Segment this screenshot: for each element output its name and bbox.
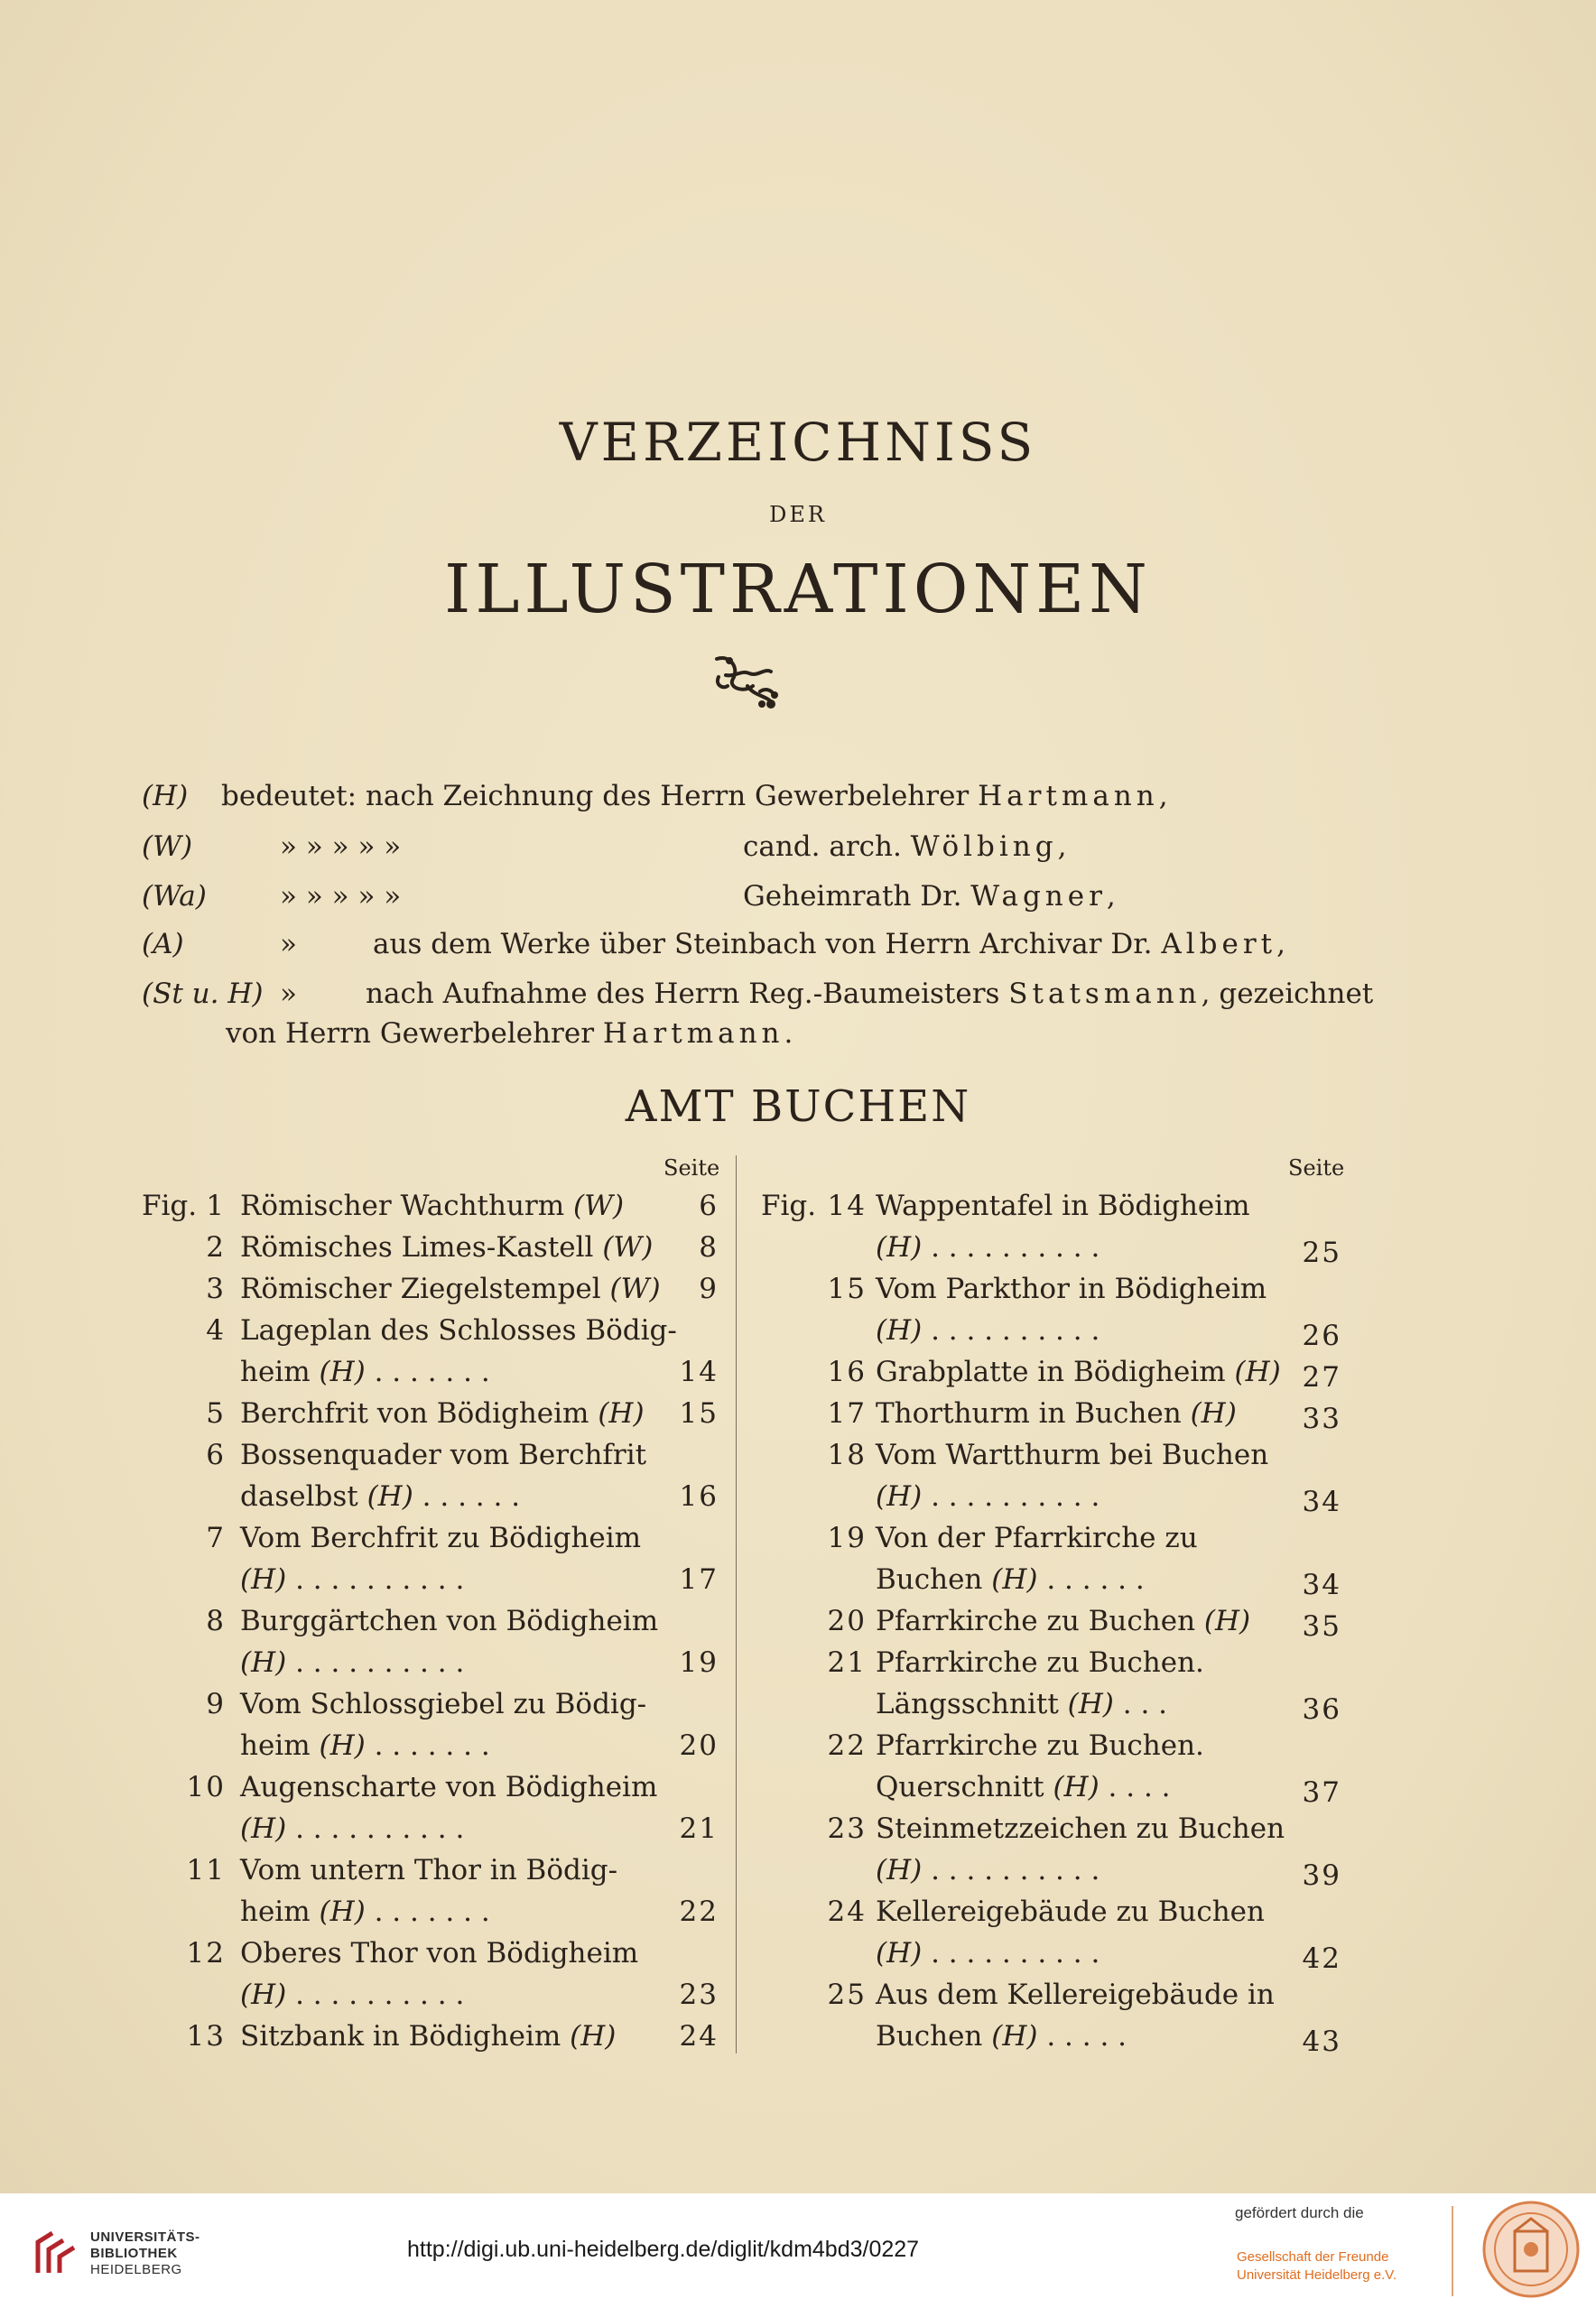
figure-caption: Steinmetzzeichen zu Buchen (876, 1812, 1285, 1845)
figure-caption: Wappentafel in Bödigheim (876, 1190, 1250, 1222)
figure-number: 3 (206, 1273, 226, 1305)
figure-number: 14 (827, 1190, 867, 1222)
figure-caption: Vom Berchfrit zu Bödigheim (240, 1522, 642, 1554)
figure-number: 15 (827, 1273, 867, 1305)
figure-page-number: 34 (1302, 1569, 1341, 1601)
figure-number: 22 (827, 1729, 867, 1762)
legend-abbr: (H) (142, 780, 189, 812)
footer-divider (1452, 2206, 1453, 2296)
figure-caption: Pfarrkirche zu Buchen. (876, 1729, 1204, 1762)
figure-page-number: 16 (679, 1480, 719, 1513)
figure-number: 4 (206, 1314, 226, 1347)
figure-number: 13 (186, 2020, 226, 2053)
figure-caption: Pfarrkirche zu Buchen (H) (876, 1605, 1251, 1637)
figure-caption: Vom untern Thor in Bödig- (240, 1854, 618, 1886)
figure-number: 21 (827, 1646, 867, 1679)
figure-caption: Aus dem Kellereigebäude in (876, 1979, 1275, 2011)
figure-caption: Längsschnitt (H) . . . (876, 1688, 1168, 1720)
figure-page-number: 9 (699, 1273, 719, 1305)
university-library-logo-icon (34, 2229, 79, 2276)
figure-page-number: 23 (679, 1979, 719, 2011)
legend-abbr: (Wa) (142, 880, 207, 913)
figure-caption: Römisches Limes-Kastell (W) (240, 1231, 654, 1264)
figure-caption: (H) . . . . . . . . . . (876, 1854, 1100, 1886)
figure-page-number: 34 (1302, 1486, 1341, 1518)
page-title: VERZEICHNISS (559, 412, 1037, 473)
figure-page-number: 20 (679, 1729, 719, 1762)
figure-caption: Kellereigebäude zu Buchen (876, 1896, 1265, 1928)
figure-caption: Lageplan des Schlosses Bödig- (240, 1314, 677, 1347)
legend-abbr: (W) (142, 830, 193, 863)
figure-caption: Vom Parkthor in Bödigheim (876, 1273, 1267, 1305)
fig-label: Fig. (142, 1190, 198, 1222)
figure-number: 16 (827, 1356, 867, 1388)
figure-page-number: 43 (1302, 2025, 1341, 2058)
figure-page-number: 14 (679, 1356, 719, 1388)
figure-caption: Berchfrit von Bödigheim (H) (240, 1397, 645, 1430)
figure-number: 11 (186, 1854, 226, 1886)
figure-page-number: 35 (1302, 1610, 1341, 1643)
figure-page-number: 19 (679, 1646, 719, 1679)
column-divider (736, 1155, 737, 2053)
ditto-marks: » (280, 978, 297, 1010)
figure-page-number: 39 (1302, 1859, 1341, 1892)
figure-number: 10 (186, 1771, 226, 1803)
figure-page-number: 33 (1302, 1403, 1341, 1435)
figure-number: 17 (827, 1397, 867, 1430)
fig-label: Fig. (761, 1190, 817, 1222)
figure-caption: Vom Schlossgiebel zu Bödig- (240, 1688, 647, 1720)
ditto-marks: » » » » » (280, 880, 402, 913)
figure-caption: Buchen (H) . . . . . . (876, 1563, 1145, 1596)
figure-number: 23 (827, 1812, 867, 1845)
section-heading: AMT BUCHEN (625, 1081, 971, 1132)
figure-caption: Grabplatte in Bödigheim (H) (876, 1356, 1281, 1388)
figure-caption: (H) . . . . . . . . . . (876, 1314, 1100, 1347)
footer-bar (0, 2193, 1596, 2308)
figure-caption: Bossenquader vom Berchfrit (240, 1439, 647, 1471)
figure-caption: (H) . . . . . . . . . . (240, 1812, 465, 1845)
legend-text: nach Aufnahme des Herrn Reg.-Baumeisters Statsmann, gezeichnet (366, 978, 1374, 1010)
legend-text: Geheimrath Dr. Wagner, (743, 880, 1116, 913)
figure-number: 8 (206, 1605, 226, 1637)
figure-caption: (H) . . . . . . . . . . (876, 1937, 1100, 1970)
figure-caption: Sitzbank in Bödigheim (H) (240, 2020, 617, 2053)
figure-caption: (H) . . . . . . . . . . (876, 1480, 1100, 1513)
figure-caption: Querschnitt (H) . . . . (876, 1771, 1171, 1803)
figure-caption: heim (H) . . . . . . . (240, 1356, 490, 1388)
figure-page-number: 26 (1302, 1320, 1341, 1352)
figure-caption: Augenscharte von Bödigheim (240, 1771, 658, 1803)
page-column-header: Seite (663, 1155, 720, 1181)
library-name-line: UNIVERSITÄTS- (90, 2229, 200, 2245)
figure-page-number: 6 (699, 1190, 719, 1222)
source-url-link[interactable]: http://digi.ub.uni-heidelberg.de/diglit/kdm4bd3/0227 (407, 2237, 920, 2262)
ditto-marks: » » » » » (280, 830, 402, 863)
figure-number: 6 (206, 1439, 226, 1471)
figure-caption: Römischer Wachthurm (W) (240, 1190, 625, 1222)
figure-number: 9 (206, 1688, 226, 1720)
figure-number: 20 (827, 1605, 867, 1637)
sponsor-intro: gefördert durch die (1235, 2204, 1364, 2221)
figure-caption: (H) . . . . . . . . . . (240, 1646, 465, 1679)
figure-page-number: 24 (679, 2020, 719, 2053)
figure-number: 24 (827, 1896, 867, 1928)
figure-caption: Burggärtchen von Bödigheim (240, 1605, 659, 1637)
figure-caption: (H) . . . . . . . . . . (240, 1979, 465, 2011)
figure-number: 5 (206, 1397, 226, 1430)
figure-page-number: 21 (679, 1812, 719, 1845)
figure-number: 18 (827, 1439, 867, 1471)
figure-caption: Von der Pfarrkirche zu (876, 1522, 1198, 1554)
figure-caption: (H) . . . . . . . . . . (876, 1231, 1100, 1264)
figure-page-number: 42 (1302, 1942, 1341, 1975)
figure-page-number: 37 (1302, 1776, 1341, 1809)
legend-text: bedeutet: nach Zeichnung des Herrn Gewerbelehrer Hartmann, (221, 780, 1168, 812)
figure-number: 19 (827, 1522, 867, 1554)
fleuron-ornament-icon (708, 650, 784, 713)
legend-text: cand. arch. Wölbing, (743, 830, 1067, 863)
library-name-line: HEIDELBERG (90, 2262, 182, 2277)
figure-caption: Buchen (H) . . . . . (876, 2020, 1127, 2053)
figure-page-number: 25 (1302, 1237, 1341, 1269)
figure-caption: Vom Wartthurm bei Buchen (876, 1439, 1269, 1471)
legend-abbr: (St u. H) (142, 978, 264, 1010)
title-connector: DER (769, 502, 827, 527)
figure-number: 7 (206, 1522, 226, 1554)
figure-caption: (H) . . . . . . . . . . (240, 1563, 465, 1596)
university-seal-icon (1480, 2199, 1582, 2300)
legend-text: von Herrn Gewerbelehrer Hartmann. (226, 1017, 793, 1050)
figure-number: 25 (827, 1979, 867, 2011)
page-subtitle: ILLUSTRATIONEN (444, 551, 1152, 628)
figure-caption: Römischer Ziegelstempel (W) (240, 1273, 661, 1305)
sponsor-name-line: Gesellschaft der Freunde (1237, 2249, 1389, 2265)
ditto-marks: » (280, 928, 297, 960)
sponsor-name-line: Universität Heidelberg e.V. (1237, 2267, 1397, 2283)
legend-abbr: (A) (142, 928, 184, 960)
figure-caption: heim (H) . . . . . . . (240, 1729, 490, 1762)
figure-number: 12 (186, 1937, 226, 1970)
figure-page-number: 22 (679, 1896, 719, 1928)
figure-page-number: 8 (699, 1231, 719, 1264)
legend-text: aus dem Werke über Steinbach von Herrn Archivar Dr. Albert, (373, 928, 1285, 960)
figure-caption: daselbst (H) . . . . . . (240, 1480, 521, 1513)
figure-page-number: 15 (679, 1397, 719, 1430)
figure-page-number: 36 (1302, 1693, 1341, 1726)
figure-caption: Thorthurm in Buchen (H) (876, 1397, 1237, 1430)
library-name-line: BIBLIOTHEK (90, 2246, 178, 2261)
figure-page-number: 27 (1302, 1361, 1341, 1394)
figure-number: 2 (206, 1231, 226, 1264)
page-column-header: Seite (1288, 1155, 1345, 1181)
figure-caption: heim (H) . . . . . . . (240, 1896, 490, 1928)
figure-page-number: 17 (679, 1563, 719, 1596)
figure-caption: Pfarrkirche zu Buchen. (876, 1646, 1204, 1679)
figure-number: 1 (206, 1190, 226, 1222)
figure-caption: Oberes Thor von Bödigheim (240, 1937, 639, 1970)
